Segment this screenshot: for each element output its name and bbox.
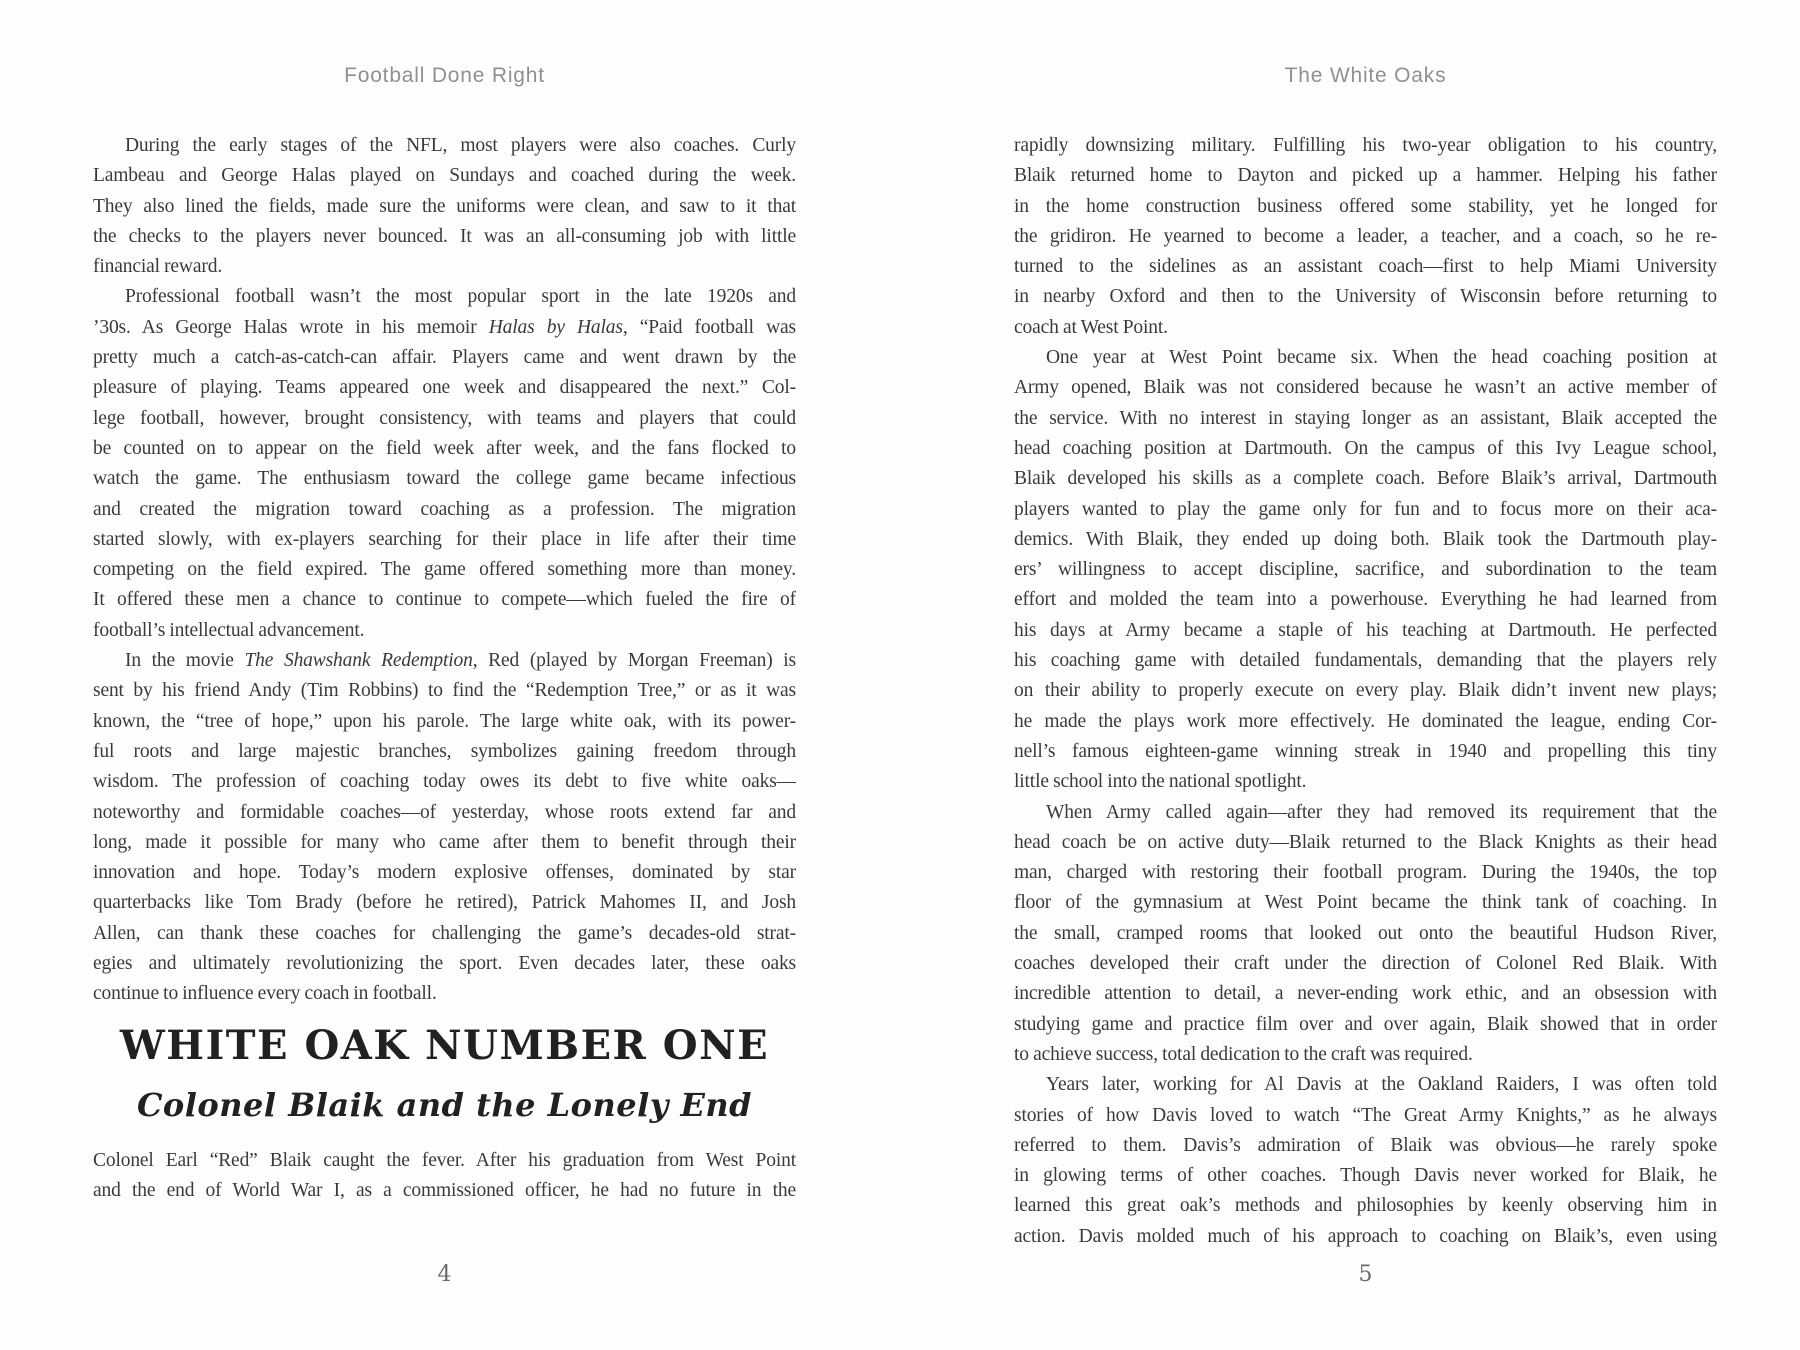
text-line: noteworthy and formidable coaches—of yesterday, whose roots extend far and xyxy=(93,801,796,823)
chapter-subtitle: Colonel Blaik and the Lonely End xyxy=(136,1085,753,1124)
page-number: 4 xyxy=(437,1262,452,1287)
text-line: the service. With no interest in staying longer as an assistant, Blaik accepted the xyxy=(1014,407,1717,429)
text-line: action. Davis molded much of his approach to coaching on Blaik’s, even using xyxy=(1014,1225,1717,1247)
text-line: When Army called again—after they had removed its requirement that the xyxy=(1046,801,1717,823)
text-line: started slowly, with ex-players searching for their place in life after their time xyxy=(93,528,796,550)
paragraph xyxy=(1014,798,1717,1071)
text-line: Allen, can thank these coaches for challenging the game’s decades-old strat- xyxy=(93,922,796,944)
text-line: the small, cramped rooms that looked out onto the beautiful Hudson River, xyxy=(1014,922,1717,944)
text-line: financial reward. xyxy=(93,256,223,278)
text-line: and the end of World War I, as a commissioned officer, he had no future in the xyxy=(93,1179,796,1201)
chapter-heading: WHITE OAK NUMBER ONE xyxy=(119,1021,770,1069)
text-line: in glowing terms of other coaches. Though Davis never worked for Blaik, he xyxy=(1014,1165,1717,1187)
text-line: learned this great oak’s methods and philosophies by keenly observing him in xyxy=(1014,1195,1717,1217)
text-line: referred to them. Davis’s admiration of Blaik was obvious—he rarely spoke xyxy=(1014,1134,1717,1156)
running-head: Football Done Right xyxy=(344,64,545,87)
text-line: sent by his friend Andy (Tim Robbins) to find the “Redemption Tree,” or as it was xyxy=(93,680,796,702)
text-line: his coaching game with detailed fundamentals, demanding that the players rely xyxy=(1014,650,1717,672)
text-line: ful roots and large majestic branches, symbolizes gaining freedom through xyxy=(93,740,796,762)
page-body xyxy=(1014,131,1717,1252)
text-line: Blaik returned home to Dayton and picked up a hammer. Helping his father xyxy=(1014,165,1717,187)
paragraph xyxy=(1014,1070,1717,1252)
text-line: he made the plays work more effectively. He dominated the league, ending Cor- xyxy=(1014,710,1717,732)
text-line: turned to the sidelines as an assistant coach—first to help Miami University xyxy=(1014,256,1717,278)
text-line: lege football, however, brought consistency, with teams and players that could xyxy=(93,407,796,429)
text-line: coaches developed their craft under the direction of Colonel Red Blaik. With xyxy=(1014,953,1717,975)
text-line: quarterbacks like Tom Brady (before he retired), Patrick Mahomes II, and Josh xyxy=(93,892,796,914)
text-line: head coach be on active duty—Blaik returned to the Black Knights as their head xyxy=(1014,831,1717,853)
text-line: It offered these men a chance to continue to compete—which fueled the fire of xyxy=(93,589,796,611)
paragraph xyxy=(93,1146,796,1207)
text-line: to achieve success, total dedication to the craft was required. xyxy=(1014,1043,1473,1065)
text-line: pretty much a catch-as-catch-can affair. Players came and went drawn by the xyxy=(93,347,796,369)
text-line: Blaik developed his skills as a complete coach. Before Blaik’s arrival, Dartmouth xyxy=(1014,468,1717,490)
text-line: players wanted to play the game only for fun and to focus more on their aca- xyxy=(1014,498,1717,520)
running-head: The White Oaks xyxy=(1284,64,1447,87)
text-line: the gridiron. He yearned to become a leader, a teacher, and a coach, so he re- xyxy=(1014,225,1717,247)
text-line: long, made it possible for many who came after them to benefit through their xyxy=(93,831,796,853)
text-line: coach at West Point. xyxy=(1014,316,1168,338)
text-line: Lambeau and George Halas played on Sundays and coached during the week. xyxy=(93,165,796,187)
paragraph xyxy=(93,131,796,282)
text-line: ’30s. As George Halas wrote in his memoir Halas by Halas, “Paid football was xyxy=(93,316,796,338)
text-line: continue to influence every coach in football. xyxy=(93,983,437,1005)
text-line: football’s intellectual advancement. xyxy=(93,619,365,641)
text-line: known, the “tree of hope,” upon his parole. The large white oak, with its power- xyxy=(93,710,796,732)
text-line: Years later, working for Al Davis at the Oakland Raiders, I was often told xyxy=(1046,1074,1717,1096)
text-line: head coaching position at Dartmouth. On the campus of this Ivy League school, xyxy=(1014,437,1717,459)
text-line: rapidly downsizing military. Fulfilling his two-year obligation to his country, xyxy=(1014,135,1717,156)
text-line: demics. With Blaik, they ended up doing both. Blaik took the Dartmouth play- xyxy=(1014,528,1717,550)
paragraph xyxy=(1014,131,1717,343)
paragraph xyxy=(1014,343,1717,797)
text-line: In the movie The Shawshank Redemption, Red (played by Morgan Freeman) is xyxy=(125,650,796,672)
text-line: man, charged with restoring their football program. During the 1940s, the top xyxy=(1014,862,1717,884)
text-line: in nearby Oxford and then to the University of Wisconsin before returning to xyxy=(1014,286,1717,308)
text-line: egies and ultimately revolutionizing the sport. Even decades later, these oaks xyxy=(93,953,796,975)
text-line: studying game and practice film over and over again, Blaik showed that in order xyxy=(1014,1013,1717,1035)
text-line: little school into the national spotlight. xyxy=(1014,771,1307,793)
page-number: 5 xyxy=(1358,1262,1373,1287)
text-line: wisdom. The profession of coaching today owes its debt to five white oaks— xyxy=(93,771,796,793)
text-line: effort and molded the team into a powerhouse. Everything he had learned from xyxy=(1014,589,1717,611)
text-line: watch the game. The enthusiasm toward the college game became infectious xyxy=(93,468,796,490)
text-line: and created the migration toward coaching as a profession. The migration xyxy=(93,498,796,520)
paragraph xyxy=(93,646,796,1010)
text-line: floor of the gymnasium at West Point became the think tank of coaching. In xyxy=(1014,892,1717,914)
page-body xyxy=(93,131,796,1206)
text-line: be counted on to appear on the field week after week, and the fans flocked to xyxy=(93,437,796,459)
text-line: stories of how Davis loved to watch “The Great Army Knights,” as he always xyxy=(1014,1104,1717,1126)
text-line: competing on the field expired. The game offered something more than money. xyxy=(93,559,796,581)
paragraph xyxy=(93,282,796,646)
text-line: Colonel Earl “Red” Blaik caught the fever. After his graduation from West Point xyxy=(93,1149,796,1171)
text-line: his days at Army became a staple of his teaching at Dartmouth. He perfected xyxy=(1014,619,1717,641)
text-line: innovation and hope. Today’s modern explosive offenses, dominated by star xyxy=(93,862,796,884)
text-line: the checks to the players never bounced. It was an all-consuming job with little xyxy=(93,225,796,247)
text-line: One year at West Point became six. When the head coaching position at xyxy=(1046,347,1717,369)
text-line: They also lined the fields, made sure the uniforms were clean, and saw to it that xyxy=(93,195,796,217)
text-line: pleasure of playing. Teams appeared one week and disappeared the next.” Col- xyxy=(93,377,796,399)
text-line: Professional football wasn’t the most popular sport in the late 1920s and xyxy=(125,286,796,308)
text-line: on their ability to properly execute on every play. Blaik didn’t invent new plays; xyxy=(1014,680,1717,702)
text-line: Army opened, Blaik was not considered because he wasn’t an active member of xyxy=(1014,377,1717,399)
text-line: ers’ willingness to accept discipline, sacrifice, and subordination to the team xyxy=(1014,559,1717,581)
page-right xyxy=(900,0,1800,1350)
text-line: During the early stages of the NFL, most players were also coaches. Curly xyxy=(125,135,796,156)
text-line: incredible attention to detail, a never-ending work ethic, and an obsession with xyxy=(1014,983,1717,1005)
text-line: nell’s famous eighteen-game winning streak in 1940 and propelling this tiny xyxy=(1014,740,1717,762)
text-line: in the home construction business offered some stability, yet he longed for xyxy=(1014,195,1717,217)
